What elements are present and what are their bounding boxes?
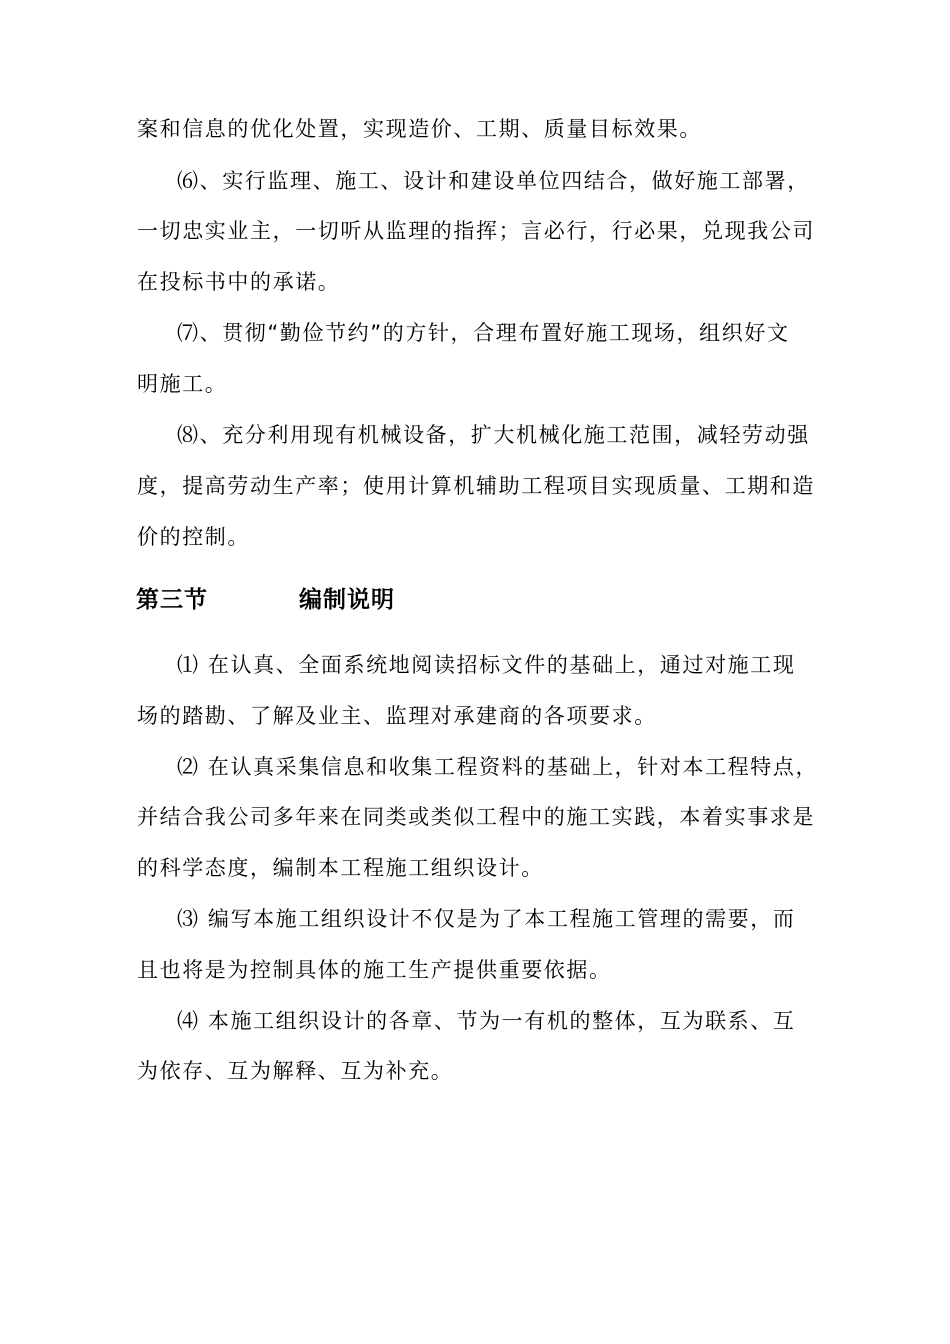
paragraph-line: 且也将是为控制具体的施工生产提供重要依据。 <box>137 958 612 982</box>
paragraph-line: ⑷ 本施工组织设计的各章、节为一有机的整体，互为联系、互 <box>177 1009 796 1033</box>
paragraph-line: 价的控制。 <box>137 525 250 549</box>
paragraph-line: 一切忠实业主，一切听从监理的指挥；言必行，行必果，兑现我公司 <box>137 219 815 243</box>
paragraph-line: 场的踏勘、了解及业主、监理对承建商的各项要求。 <box>137 704 657 728</box>
paragraph-line: ⑺、贯彻“勤俭节约”的方针，合理布置好施工现场，组织好文 <box>177 321 790 345</box>
paragraph-line: 度，提高劳动生产率；使用计算机辅助工程项目实现质量、工期和造 <box>137 474 815 498</box>
paragraph-line: 的科学态度，编制本工程施工组织设计。 <box>137 856 544 880</box>
paragraph-line: ⑴ 在认真、全面系统地阅读招标文件的基础上，通过对施工现 <box>177 653 796 677</box>
paragraph-line: 为依存、互为解释、互为补充。 <box>137 1059 454 1083</box>
paragraph-line: 在投标书中的承诺。 <box>137 270 341 294</box>
section-title: 编制说明 <box>299 587 395 613</box>
paragraph-line: ⑻、充分利用现有机械设备，扩大机械化施工范围，减轻劳动强 <box>177 423 810 447</box>
paragraph-line: 明施工。 <box>137 372 228 396</box>
paragraph-line: 并结合我公司多年来在同类或类似工程中的施工实践，本着实事求是 <box>137 805 815 829</box>
paragraph-line: ⑶ 编写本施工组织设计不仅是为了本工程施工管理的需要，而 <box>177 907 796 931</box>
section-number: 第三节 <box>136 587 208 613</box>
paragraph-line: 案和信息的优化处置，实现造价、工期、质量目标效果。 <box>137 117 702 141</box>
paragraph-line: ⑵ 在认真采集信息和收集工程资料的基础上，针对本工程特点， <box>177 755 819 779</box>
paragraph-line: ⑹、实行监理、施工、设计和建设单位四结合，做好施工部署， <box>177 169 810 193</box>
